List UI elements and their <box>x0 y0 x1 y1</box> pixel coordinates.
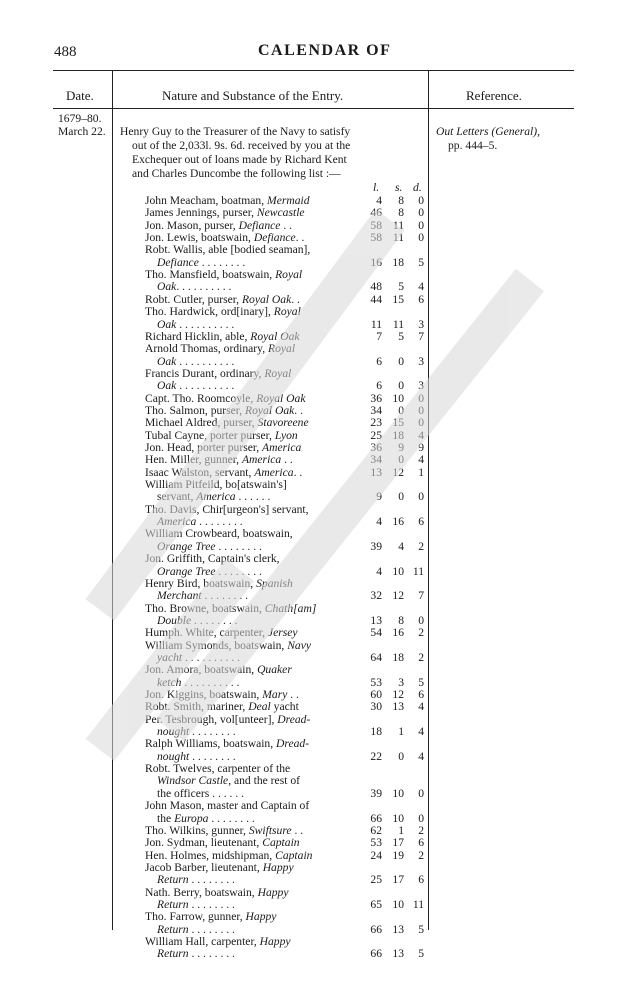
entry-line: Robt. Smith, mariner, Deal yacht <box>145 700 299 714</box>
amount-pence: 0 <box>418 811 424 825</box>
amount-pounds: 48 <box>370 280 382 294</box>
reference-column-header: Reference. <box>466 88 522 103</box>
amount-pounds: 32 <box>370 589 382 603</box>
amount-shillings: 10 <box>392 811 404 825</box>
amount-shillings: 8 <box>398 613 404 627</box>
entry-line: Return . . . . . . . . <box>157 922 235 936</box>
entry-line: Tubal Cayne, porter purser, Lyon <box>145 428 298 442</box>
amount-pounds: 66 <box>370 811 382 825</box>
entry-line: Tho. Farrow, gunner, Happy <box>145 910 277 924</box>
amount-pounds: 11 <box>370 317 382 331</box>
amount-pence: 0 <box>418 218 424 232</box>
entry-line: Michael Aldred, purser, Stavoreene <box>145 416 309 430</box>
amount-shillings: 11 <box>392 231 404 245</box>
reference-line: pp. 444–5. <box>448 139 498 152</box>
entry-line: yacht . . . . . . . . . . <box>157 650 241 664</box>
amount-pounds: 58 <box>370 218 382 232</box>
amount-pounds: 53 <box>370 836 382 850</box>
amount-pence: 2 <box>418 848 424 862</box>
amount-pence: 0 <box>418 613 424 627</box>
amount-pounds: 39 <box>370 539 382 553</box>
amount-pence: 0 <box>418 490 424 504</box>
amount-pence: 4 <box>418 280 424 294</box>
amount-pounds: 62 <box>370 823 382 837</box>
amount-shillings: 13 <box>392 947 404 961</box>
amount-pounds: 60 <box>370 688 382 701</box>
amount-pence: 0 <box>418 786 424 800</box>
amount-pence: 2 <box>418 539 424 553</box>
entry-line: William Pitfeild, bo[atswain's] <box>145 478 287 492</box>
entry-line: the Europa . . . . . . . . <box>157 811 255 825</box>
entry-line: Robt. Cutler, purser, Royal Oak. . <box>145 292 300 306</box>
entry-line: Jon. Sydman, lieutenant, Captain <box>145 836 300 850</box>
amount-pounds: 4 <box>376 564 382 578</box>
entry-line: ketch . . . . . . . . . . <box>157 675 240 689</box>
amount-pounds: 16 <box>370 255 382 269</box>
amount-pence: 4 <box>418 428 424 442</box>
column-head-pence: d. <box>413 181 422 194</box>
entry-line: Tho. Hardwick, ord[inary], Royal <box>145 305 301 319</box>
amount-pence: 0 <box>418 194 424 207</box>
amount-pence: 7 <box>418 589 424 603</box>
entry-line: Jon. Griffith, Captain's clerk, <box>145 552 280 566</box>
entry-line: Defiance . . . . . . . . <box>157 255 246 269</box>
entry-line: William Crowbeard, boatswain, <box>145 527 293 541</box>
entry-line: Robt. Twelves, carpenter of the <box>145 762 291 776</box>
amount-pounds: 18 <box>370 725 382 739</box>
amount-shillings: 8 <box>398 206 404 220</box>
amount-shillings: 5 <box>398 280 404 294</box>
entry-line: Tho. Mansfield, boatswain, Royal <box>145 268 303 282</box>
amount-shillings: 11 <box>392 218 404 232</box>
amount-pounds: 13 <box>370 465 382 479</box>
entry-line: John Meacham, boatman, Mermaid <box>145 194 310 207</box>
amount-shillings: 18 <box>392 428 404 442</box>
entry-line: Humph. White, carpenter, Jersey <box>145 626 298 640</box>
amount-pounds: 39 <box>370 786 382 800</box>
amount-pence: 3 <box>418 354 424 368</box>
amount-shillings: 0 <box>398 354 404 368</box>
entry-line: William Symonds, boatswain, Navy <box>145 638 312 652</box>
amount-shillings: 0 <box>398 403 404 417</box>
entry-line: Hen. Holmes, midshipman, Captain <box>145 848 313 862</box>
nature-column-header: Nature and Substance of the Entry. <box>162 88 344 103</box>
intro-line: out of the 2,033l. 9s. 6d. received by you at the <box>132 139 351 152</box>
amount-shillings: 0 <box>398 490 404 504</box>
amount-shillings: 17 <box>392 873 404 887</box>
amount-pounds: 6 <box>376 354 382 368</box>
amount-pounds: 7 <box>376 329 382 343</box>
amount-pounds: 36 <box>370 441 382 454</box>
amount-shillings: 12 <box>392 589 404 603</box>
amount-pounds: 4 <box>376 194 382 207</box>
entry-line: Capt. Tho. Roomcoyle, Royal Oak <box>145 391 306 405</box>
amount-shillings: 17 <box>392 836 404 850</box>
amount-pounds: 13 <box>370 613 382 627</box>
amount-pence: 3 <box>418 379 424 393</box>
date-day: March 22. <box>58 125 106 138</box>
entry-line: Per. Tesbrough, vol[unteer], Dread- <box>145 712 311 726</box>
amount-shillings: 18 <box>392 255 404 269</box>
amount-shillings: 16 <box>392 626 404 640</box>
entry-line: Francis Durant, ordinary, Royal <box>145 366 292 380</box>
entry-line: Hen. Miller, gunner, America . . <box>145 453 293 467</box>
amount-shillings: 12 <box>392 465 404 479</box>
entry-line: Arnold Thomas, ordinary, Royal <box>145 342 296 356</box>
amount-pounds: 4 <box>376 515 382 529</box>
amount-shillings: 15 <box>392 292 404 306</box>
entry-line: Double . . . . . . . . <box>157 613 238 627</box>
entry-line: Return . . . . . . . . <box>157 873 235 887</box>
amount-pounds: 9 <box>376 490 382 504</box>
amount-shillings: 9 <box>398 441 404 454</box>
reference-line: Out Letters (General), <box>436 125 541 138</box>
amount-pounds: 23 <box>370 416 382 430</box>
amount-pence: 0 <box>418 231 424 245</box>
amount-pence: 4 <box>418 453 424 467</box>
entry-line: Isaac Walston, servant, America. . <box>145 465 303 479</box>
entry-line: Tho. Davis, Chir[urgeon's] servant, <box>145 502 309 516</box>
entry-line: Return . . . . . . . . <box>157 947 235 961</box>
amount-pounds: 44 <box>370 292 382 306</box>
entry-line: Jon. Kiggins, boatswain, Mary . . <box>145 688 299 701</box>
entry-line: Oak . . . . . . . . . . <box>157 354 235 368</box>
date-column-header: Date. <box>66 88 94 103</box>
amount-shillings: 0 <box>398 453 404 467</box>
entry-line: Orange Tree . . . . . . . . <box>157 564 262 578</box>
amount-shillings: 13 <box>392 700 404 714</box>
watermark <box>60 190 580 770</box>
amount-pounds: 34 <box>370 453 382 467</box>
entry-line: Oak . . . . . . . . . . <box>157 317 235 331</box>
amount-shillings: 13 <box>392 922 404 936</box>
amount-shillings: 11 <box>392 317 404 331</box>
amount-pounds: 34 <box>370 403 382 417</box>
amount-pence: 3 <box>418 317 424 331</box>
entry-line: Windsor Castle, and the rest of <box>157 774 300 788</box>
page-number: 488 <box>54 44 77 60</box>
intro-line: Exchequer out of loans made by Richard Kent <box>132 153 347 166</box>
amount-pence: 5 <box>418 922 424 936</box>
amount-pence: 0 <box>418 416 424 430</box>
amount-pounds: 30 <box>370 700 382 714</box>
amount-pounds: 22 <box>370 749 382 763</box>
amount-pounds: 36 <box>370 391 382 405</box>
entry-line: Jon. Mason, purser, Defiance . . <box>145 218 293 232</box>
amount-pounds: 53 <box>370 675 382 689</box>
amount-pounds: 66 <box>370 922 382 936</box>
entry-line: the officers . . . . . . <box>157 786 245 800</box>
amount-shillings: 4 <box>398 539 404 553</box>
amount-shillings: 1 <box>398 725 404 739</box>
amount-pence: 1 <box>418 465 424 479</box>
entry-line: servant, America . . . . . . <box>157 490 271 504</box>
entry-line: nought . . . . . . . . <box>157 725 236 739</box>
entry-line: Jon. Amora, boatswain, Quaker <box>145 663 292 677</box>
entry-line: Oak. . . . . . . . . . <box>157 280 232 294</box>
amount-pence: 5 <box>418 675 424 689</box>
entry-line: Henry Bird, boatswain, Spanish <box>145 576 293 590</box>
entry-line: Merchant . . . . . . . . <box>157 589 249 603</box>
amount-pounds: 46 <box>370 206 382 220</box>
amount-pence: 11 <box>412 897 424 911</box>
amount-shillings: 5 <box>398 329 404 343</box>
amount-pence: 4 <box>418 700 424 714</box>
amount-pence: 7 <box>418 329 424 343</box>
intro-line: Henry Guy to the Treasurer of the Navy to satisfy <box>120 125 351 138</box>
amount-pence: 5 <box>418 947 424 961</box>
entry-line: Jacob Barber, lieutenant, Happy <box>145 860 294 874</box>
amount-shillings: 0 <box>398 379 404 393</box>
amount-shillings: 18 <box>392 650 404 664</box>
amount-shillings: 0 <box>398 749 404 763</box>
running-head: CALENDAR OF <box>258 42 392 59</box>
column-divider-date <box>112 70 113 930</box>
amount-pounds: 66 <box>370 947 382 961</box>
amount-pence: 5 <box>418 255 424 269</box>
amount-pence: 0 <box>418 403 424 417</box>
entry-line: Nath. Berry, boatswain, Happy <box>145 885 289 899</box>
entry-line: Jon. Head, porter purser, America <box>145 441 302 454</box>
entry-line: America . . . . . . . . <box>157 515 243 529</box>
entry-line: Oak . . . . . . . . . . <box>157 379 235 393</box>
amount-shillings: 12 <box>392 688 404 701</box>
amount-pence: 4 <box>418 749 424 763</box>
amount-pence: 6 <box>418 873 424 887</box>
amount-shillings: 8 <box>398 194 404 207</box>
entry-line: James Jennings, purser, Newcastle <box>145 206 305 220</box>
column-divider-reference <box>428 70 429 930</box>
entry-line: Tho. Salmon, purser, Royal Oak. . <box>145 403 303 417</box>
entry-line: nought . . . . . . . . <box>157 749 236 763</box>
entry-line: Jon. Lewis, boatswain, Defiance. . <box>145 231 305 245</box>
amount-shillings: 3 <box>398 675 404 689</box>
amount-pence: 0 <box>418 206 424 220</box>
amount-shillings: 1 <box>398 823 404 837</box>
entry-line: Orange Tree . . . . . . . . <box>157 539 262 553</box>
amount-pounds: 25 <box>370 873 382 887</box>
amount-pence: 2 <box>418 650 424 664</box>
header-rule <box>53 108 574 109</box>
amount-pounds: 54 <box>370 626 382 640</box>
entry-line: William Hall, carpenter, Happy <box>145 935 291 948</box>
entry-line: Ralph Williams, boatswain, Dread- <box>145 737 310 751</box>
amount-pounds: 65 <box>370 897 382 911</box>
column-head-pounds: l. <box>373 181 380 194</box>
entry-line: Return . . . . . . . . <box>157 897 235 911</box>
amount-shillings: 16 <box>392 515 404 529</box>
amount-shillings: 10 <box>392 391 404 405</box>
top-rule <box>53 70 574 71</box>
amount-shillings: 10 <box>392 897 404 911</box>
amount-pence: 6 <box>418 515 424 529</box>
amount-pence: 2 <box>418 626 424 640</box>
amount-pence: 6 <box>418 688 424 701</box>
entry-line: Tho. Wilkins, gunner, Swiftsure . . <box>145 823 304 837</box>
amount-pounds: 6 <box>376 379 382 393</box>
entry-line: Tho. Browne, boatswain, Chath[am] <box>145 601 317 615</box>
amount-shillings: 10 <box>392 786 404 800</box>
intro-line: and Charles Duncombe the following list :— <box>132 167 341 180</box>
entry-line: Richard Hicklin, able, Royal Oak <box>145 329 300 343</box>
amount-pounds: 25 <box>370 428 382 442</box>
date-year: 1679–80. <box>58 112 102 125</box>
amount-pence: 6 <box>418 292 424 306</box>
amount-pence: 2 <box>418 823 424 837</box>
column-head-shillings: s. <box>395 181 403 194</box>
amount-shillings: 19 <box>392 848 404 862</box>
amount-pence: 9 <box>418 441 424 454</box>
amount-pounds: 24 <box>370 848 382 862</box>
entry-line: Robt. Wallis, able [bodied seaman], <box>145 243 311 257</box>
amount-pounds: 64 <box>370 650 382 664</box>
amount-pounds: 58 <box>370 231 382 245</box>
amount-pence: 6 <box>418 836 424 850</box>
amount-pence: 0 <box>418 391 424 405</box>
amount-shillings: 10 <box>392 564 404 578</box>
amount-pence: 11 <box>412 564 424 578</box>
amount-shillings: 15 <box>392 416 404 430</box>
amount-pence: 4 <box>418 725 424 739</box>
entry-line: John Mason, master and Captain of <box>145 799 310 813</box>
